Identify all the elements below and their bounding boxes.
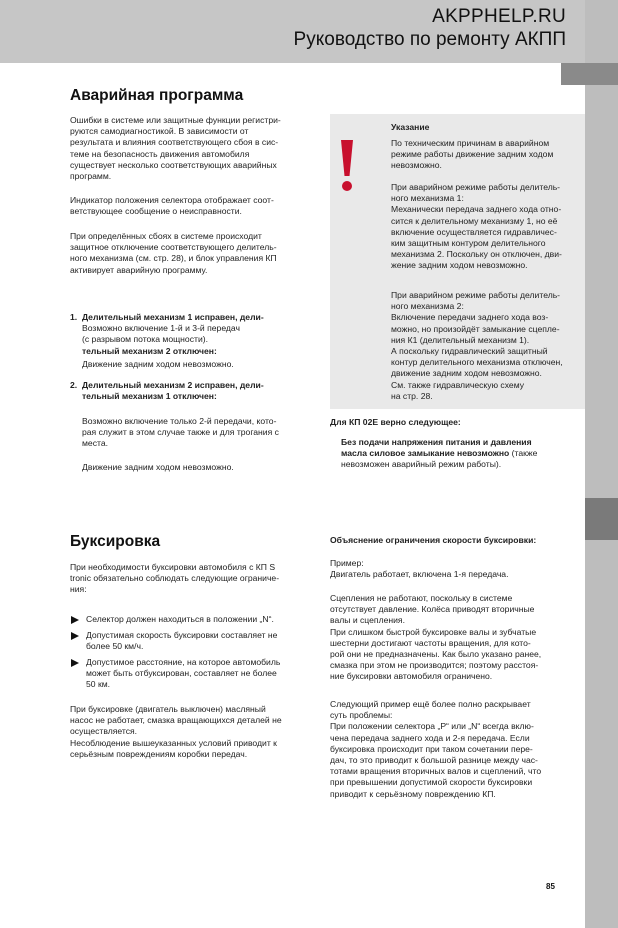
towing-intro: При необходимости буксировки автомобиля с КП S tronic обязательно соблюдать следующие ограниче- ния:: [70, 562, 280, 595]
note-paragraph-1: По техническим причинам в аварийном режиме работы движение задним ходом невозможно.: [391, 138, 554, 171]
case1-reverse-paragraph: Движение задним ходом невозможно.: [82, 359, 234, 369]
speedlimit-example: Пример: Двигатель работает, включена 1-я передача.: [330, 558, 509, 580]
emergency-title: Аварийная программа: [70, 87, 244, 104]
towing-bullet-2: Допустимая скорость буксировки составляет не более 50 км/ч.: [86, 630, 278, 652]
bullet-triangle-icon: [70, 658, 80, 668]
site-title: AKPPHELP.RU: [432, 6, 566, 27]
right-margin-strip: [585, 0, 618, 928]
chapter-tab-marker: [561, 63, 618, 85]
case2-reverse-paragraph: Движение задним ходом невозможно.: [82, 462, 234, 472]
towing-bullet-3: Допустимое расстояние, на которое автомобиль может быть отбуксирован, составляет не более 50 км.: [86, 657, 281, 690]
speedlimit-paragraph-3: Следующий пример ещё более полно раскрывает суть проблемы: При положении селектора „P“ или „N“ всегда вклю- чена передача заднего хода и 2-я передача. Если буксировка происходит при таком сочетании пере- дач, то это приводит к большой разнице между час- тотами вращения вторичных валов и сцеплений, что при превышении допустимой скорости буксировки приводит к серьёзному повреждению КП.: [330, 699, 542, 799]
note-label: Указание: [391, 122, 430, 132]
towing-title: Буксировка: [70, 533, 161, 550]
emergency-selector-paragraph: Индикатор положения селектора отображает соот- ветствующее сообщение о неисправности.: [70, 195, 274, 217]
exclamation-icon: [337, 138, 357, 194]
emergency-intro: Ошибки в системе или защитные функции регистри- руются самодиагностикой. В зависимости от результата и влияния соответствующего сбоя в сис- теме на безопасность движения автомобиля существует несколько соответствующих аварийных программ.: [70, 115, 281, 182]
emergency-faults-paragraph: При определённых сбоях в системе происходит защитное отключение соответствующего делитель- ного механизма (см. стр. 28), и блок управления КП активирует аварийную программу.: [70, 231, 277, 275]
kp02e-paragraph: Без подачи напряжения питания и давления масла силовое замыкание невозможно (также невозможен аварийный режим работы).: [341, 437, 538, 470]
case1-gears-paragraph: Возможно включение 1-й и 3-й передач (с разрывом потока мощности).: [82, 323, 241, 345]
bullet-triangle-icon: [70, 615, 80, 625]
speedlimit-heading: Объяснение ограничения скорости буксировки:: [330, 535, 537, 545]
towing-bullet-1: Селектор должен находиться в положении „N“.: [86, 614, 274, 624]
speedlimit-paragraph-2: Сцепления не работают, поскольку в системе отсутствует давление. Колёса приводят вторичные валы и сцепления. При слишком быстрой буксировке валы и зубчатые шестерни достигают частоты вращения, для кото- рой они не предназначены. Как было указано ранее, смазка при этом не производится; поэтому расстоя- ние буксировки автомобиля ограничено.: [330, 593, 542, 682]
towing-outro: При буксировке (двигатель выключен) масляный насос не работает, смазка вращающихся деталей не осуществляется. Несоблюдение вышеуказанных условий приводит к серьёзным повреждениям коробки передач.: [70, 704, 282, 759]
note-paragraph-3: При аварийном режиме работы делитель- ного механизма 2: Включение передачи заднего хода воз- можно, но произойдёт замыкание сцепле- ния К1 (делительный механизм 1). А поскольку гидравлический защитный контур делительного механизма отключен, движение задним ходом невозможно. См. также гидравлическую схему на стр. 28.: [391, 290, 563, 401]
page-number: 85: [546, 882, 555, 891]
section-tab-marker: [585, 498, 618, 540]
case2-heading: 2. Делительный механизм 2 исправен, дели- тельный механизм 1 отключен:: [70, 380, 264, 402]
note-paragraph-2: При аварийном режиме работы делитель- ного механизма 1: Механически передача заднего хода отно- сится к делительному механизму 1, но её включение осуществляется гидравличес- ким защитным контуром делительного механизма 2. Поскольку он отключен, дви- жение задним ходом невозможно.: [391, 182, 562, 271]
bullet-triangle-icon: [70, 631, 80, 641]
kp02e-heading: Для КП 02E верно следующее:: [330, 417, 461, 427]
case1-heading: 1. Делительный механизм 1 исправен, дели- тельный механизм 2 отключен:: [70, 312, 264, 357]
site-subtitle: Руководство по ремонту АКПП: [293, 29, 566, 50]
case2-gears-paragraph: Возможно включение только 2-й передачи, кото- рая служит в этом случае также и для трогания с места.: [82, 416, 279, 449]
